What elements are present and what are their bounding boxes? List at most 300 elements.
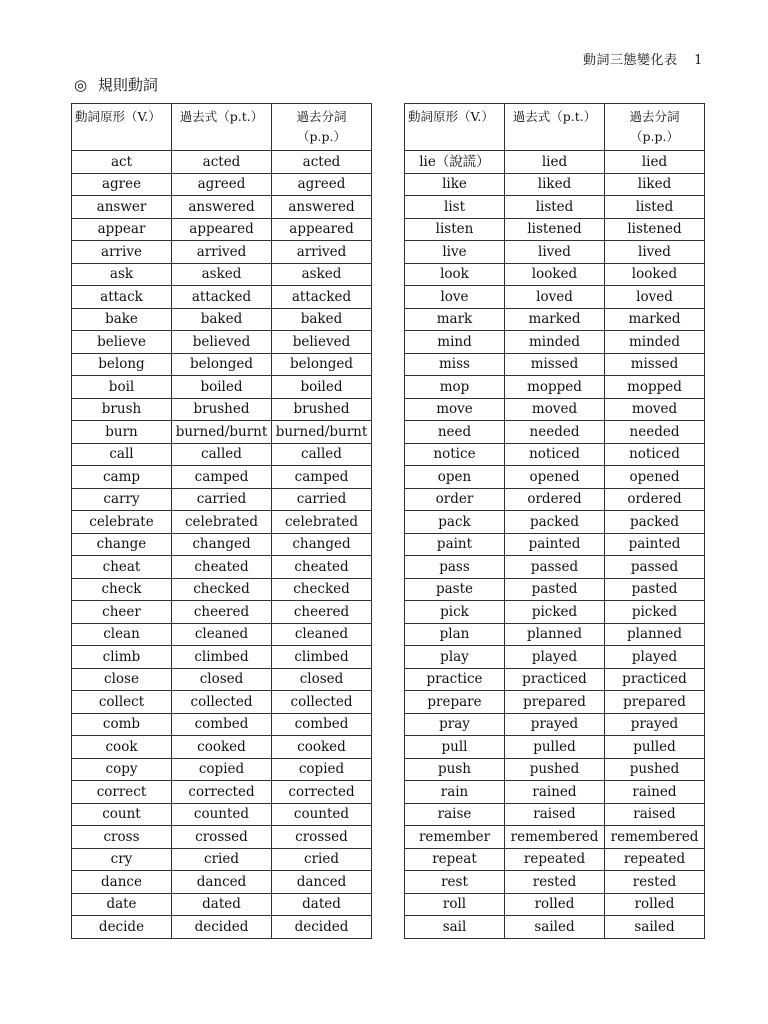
past-tense-cell: cried: [172, 848, 272, 871]
past-tense-cell: painted: [505, 533, 605, 556]
pp-header-line2: （p.p.）: [297, 129, 346, 144]
table-row: [72, 758, 372, 781]
past-tense-cell: arrived: [172, 241, 272, 264]
base-form-cell: pack: [405, 511, 505, 534]
column-header-past: 過去式（p.t.）: [505, 104, 605, 151]
past-participle-cell: ordered: [605, 488, 705, 511]
table-row: [405, 668, 705, 691]
table-row: [405, 691, 705, 714]
past-participle-cell: danced: [272, 871, 372, 894]
past-tense-cell: played: [505, 646, 605, 669]
table-row: [72, 916, 372, 939]
base-form-cell: date: [72, 893, 172, 916]
past-participle-cell: combed: [272, 713, 372, 736]
past-tense-cell: pasted: [505, 578, 605, 601]
past-tense-cell: copied: [172, 758, 272, 781]
base-form-cell: close: [72, 668, 172, 691]
past-participle-cell: liked: [605, 173, 705, 196]
table-row: [72, 623, 372, 646]
table-row: [405, 331, 705, 354]
past-tense-cell: agreed: [172, 173, 272, 196]
past-participle-cell: loved: [605, 286, 705, 309]
past-participle-cell: mopped: [605, 376, 705, 399]
past-tense-cell: cheered: [172, 601, 272, 624]
table-row: [405, 848, 705, 871]
past-participle-cell: packed: [605, 511, 705, 534]
table-row: [405, 578, 705, 601]
past-tense-cell: rained: [505, 781, 605, 804]
column-header-base: 動詞原形（V.）: [405, 104, 505, 151]
past-participle-cell: repeated: [605, 848, 705, 871]
page-header: [583, 49, 703, 68]
table-row: [405, 488, 705, 511]
table-row: [405, 421, 705, 444]
base-form-cell: call: [72, 443, 172, 466]
base-form-cell: miss: [405, 353, 505, 376]
past-participle-cell: believed: [272, 331, 372, 354]
base-form-cell: listen: [405, 218, 505, 241]
base-form-cell: live: [405, 241, 505, 264]
past-participle-cell: planned: [605, 623, 705, 646]
table-row: [405, 173, 705, 196]
past-participle-cell: pulled: [605, 736, 705, 759]
base-form-cell: play: [405, 646, 505, 669]
base-form-cell: pick: [405, 601, 505, 624]
past-tense-cell: remembered: [505, 826, 605, 849]
table-row: [405, 353, 705, 376]
past-participle-cell: pushed: [605, 758, 705, 781]
base-form-cell: cook: [72, 736, 172, 759]
past-participle-cell: decided: [272, 916, 372, 939]
table-row: [405, 218, 705, 241]
base-form-cell: rest: [405, 871, 505, 894]
base-form-cell: plan: [405, 623, 505, 646]
table-row: [405, 893, 705, 916]
past-tense-cell: decided: [172, 916, 272, 939]
table-row: [72, 241, 372, 264]
base-form-cell: prepare: [405, 691, 505, 714]
base-form-cell: appear: [72, 218, 172, 241]
past-tense-cell: ordered: [505, 488, 605, 511]
past-tense-cell: cooked: [172, 736, 272, 759]
base-form-cell: love: [405, 286, 505, 309]
column-header-past-participle: [272, 104, 372, 151]
past-participle-cell: remembered: [605, 826, 705, 849]
table-row: [405, 533, 705, 556]
past-tense-cell: listened: [505, 218, 605, 241]
base-form-cell: believe: [72, 331, 172, 354]
past-participle-cell: lied: [605, 151, 705, 174]
page-number: 1: [694, 53, 703, 68]
table-row: [405, 556, 705, 579]
table-row: [405, 601, 705, 624]
pp-header-line1: 過去分詞: [629, 109, 680, 124]
past-participle-cell: appeared: [272, 218, 372, 241]
past-tense-cell: pushed: [505, 758, 605, 781]
table-row: [405, 241, 705, 264]
table-row: [405, 736, 705, 759]
base-form-cell: notice: [405, 443, 505, 466]
past-tense-cell: rested: [505, 871, 605, 894]
past-participle-cell: listed: [605, 196, 705, 219]
base-form-cell: answer: [72, 196, 172, 219]
past-tense-cell: listed: [505, 196, 605, 219]
past-participle-cell: crossed: [272, 826, 372, 849]
past-tense-cell: belonged: [172, 353, 272, 376]
past-tense-cell: mopped: [505, 376, 605, 399]
table-row: [405, 376, 705, 399]
base-form-cell: climb: [72, 646, 172, 669]
past-participle-cell: belonged: [272, 353, 372, 376]
past-participle-cell: played: [605, 646, 705, 669]
base-form-cell: bake: [72, 308, 172, 331]
table-row: [405, 758, 705, 781]
past-participle-cell: cleaned: [272, 623, 372, 646]
past-tense-cell: noticed: [505, 443, 605, 466]
past-participle-cell: camped: [272, 466, 372, 489]
past-participle-cell: missed: [605, 353, 705, 376]
past-participle-cell: prayed: [605, 713, 705, 736]
table-row: [72, 421, 372, 444]
past-tense-cell: planned: [505, 623, 605, 646]
base-form-cell: boil: [72, 376, 172, 399]
past-participle-cell: listened: [605, 218, 705, 241]
past-participle-cell: corrected: [272, 781, 372, 804]
past-participle-cell: needed: [605, 421, 705, 444]
table-row: [72, 713, 372, 736]
past-participle-cell: closed: [272, 668, 372, 691]
base-form-cell: raise: [405, 803, 505, 826]
base-form-cell: brush: [72, 398, 172, 421]
table-row: [405, 196, 705, 219]
base-form-cell: clean: [72, 623, 172, 646]
past-tense-cell: opened: [505, 466, 605, 489]
past-tense-cell: answered: [172, 196, 272, 219]
table-row: [405, 826, 705, 849]
past-participle-cell: asked: [272, 263, 372, 286]
past-tense-cell: raised: [505, 803, 605, 826]
base-form-cell: list: [405, 196, 505, 219]
base-form-cell: look: [405, 263, 505, 286]
past-participle-cell: arrived: [272, 241, 372, 264]
past-participle-cell: baked: [272, 308, 372, 331]
base-form-cell: arrive: [72, 241, 172, 264]
table-row: [72, 196, 372, 219]
past-tense-cell: celebrated: [172, 511, 272, 534]
past-tense-cell: rolled: [505, 893, 605, 916]
base-form-cell: cross: [72, 826, 172, 849]
past-participle-cell: pasted: [605, 578, 705, 601]
base-form-cell: sail: [405, 916, 505, 939]
table-row: [72, 286, 372, 309]
base-form-cell: order: [405, 488, 505, 511]
table-row: [72, 556, 372, 579]
base-form-cell: need: [405, 421, 505, 444]
past-tense-cell: climbed: [172, 646, 272, 669]
table-row: [72, 871, 372, 894]
verb-table-right-body: [405, 151, 705, 939]
base-form-cell: pull: [405, 736, 505, 759]
past-tense-cell: prayed: [505, 713, 605, 736]
table-row: [72, 353, 372, 376]
column-header-base: 動詞原形（V.）: [72, 104, 172, 151]
past-participle-cell: dated: [272, 893, 372, 916]
section-heading: [74, 74, 158, 95]
past-participle-cell: celebrated: [272, 511, 372, 534]
past-tense-cell: called: [172, 443, 272, 466]
past-tense-cell: moved: [505, 398, 605, 421]
base-form-cell: lie（說謊）: [405, 151, 505, 174]
past-participle-cell: rolled: [605, 893, 705, 916]
base-form-cell: remember: [405, 826, 505, 849]
past-participle-cell: answered: [272, 196, 372, 219]
table-row: [72, 668, 372, 691]
table-row: [405, 443, 705, 466]
base-form-cell: comb: [72, 713, 172, 736]
past-participle-cell: cheated: [272, 556, 372, 579]
past-participle-cell: called: [272, 443, 372, 466]
base-form-cell: open: [405, 466, 505, 489]
base-form-cell: correct: [72, 781, 172, 804]
past-participle-cell: cheered: [272, 601, 372, 624]
past-tense-cell: packed: [505, 511, 605, 534]
base-form-cell: check: [72, 578, 172, 601]
table-row: [72, 848, 372, 871]
past-tense-cell: acted: [172, 151, 272, 174]
base-form-cell: rain: [405, 781, 505, 804]
double-circle-icon: ◎: [74, 76, 88, 94]
past-tense-cell: collected: [172, 691, 272, 714]
past-tense-cell: prepared: [505, 691, 605, 714]
table-row: [72, 308, 372, 331]
table-row: [72, 151, 372, 174]
past-participle-cell: climbed: [272, 646, 372, 669]
past-tense-cell: dated: [172, 893, 272, 916]
table-row: [72, 443, 372, 466]
base-form-cell: like: [405, 173, 505, 196]
base-form-cell: repeat: [405, 848, 505, 871]
base-form-cell: belong: [72, 353, 172, 376]
table-row: [72, 398, 372, 421]
table-row: [405, 466, 705, 489]
base-form-cell: pray: [405, 713, 505, 736]
past-tense-cell: checked: [172, 578, 272, 601]
table-header-row: [72, 104, 372, 151]
base-form-cell: camp: [72, 466, 172, 489]
table-row: [72, 218, 372, 241]
past-participle-cell: looked: [605, 263, 705, 286]
past-participle-cell: painted: [605, 533, 705, 556]
base-form-cell: roll: [405, 893, 505, 916]
table-row: [72, 803, 372, 826]
verb-table-left-body: [72, 151, 372, 939]
base-form-cell: act: [72, 151, 172, 174]
past-tense-cell: danced: [172, 871, 272, 894]
base-form-cell: collect: [72, 691, 172, 714]
column-header-past: 過去式（p.t.）: [172, 104, 272, 151]
table-row: [72, 466, 372, 489]
past-participle-cell: lived: [605, 241, 705, 264]
table-row: [72, 263, 372, 286]
past-participle-cell: rained: [605, 781, 705, 804]
past-tense-cell: believed: [172, 331, 272, 354]
table-row: [405, 151, 705, 174]
base-form-cell: paste: [405, 578, 505, 601]
past-tense-cell: camped: [172, 466, 272, 489]
table-row: [405, 803, 705, 826]
pp-header-line2: （p.p.）: [630, 129, 679, 144]
base-form-cell: cheer: [72, 601, 172, 624]
table-row: [405, 623, 705, 646]
past-tense-cell: combed: [172, 713, 272, 736]
past-participle-cell: boiled: [272, 376, 372, 399]
table-row: [72, 173, 372, 196]
past-participle-cell: copied: [272, 758, 372, 781]
base-form-cell: pass: [405, 556, 505, 579]
past-participle-cell: raised: [605, 803, 705, 826]
past-tense-cell: picked: [505, 601, 605, 624]
past-participle-cell: acted: [272, 151, 372, 174]
table-row: [405, 308, 705, 331]
past-tense-cell: brushed: [172, 398, 272, 421]
past-tense-cell: pulled: [505, 736, 605, 759]
past-participle-cell: practiced: [605, 668, 705, 691]
past-participle-cell: cooked: [272, 736, 372, 759]
past-tense-cell: appeared: [172, 218, 272, 241]
past-tense-cell: looked: [505, 263, 605, 286]
base-form-cell: carry: [72, 488, 172, 511]
past-participle-cell: cried: [272, 848, 372, 871]
base-form-cell: mop: [405, 376, 505, 399]
table-row: [72, 331, 372, 354]
base-form-cell: count: [72, 803, 172, 826]
column-header-past-participle: [605, 104, 705, 151]
past-participle-cell: rested: [605, 871, 705, 894]
base-form-cell: paint: [405, 533, 505, 556]
verb-table-left: [71, 103, 372, 939]
table-row: [72, 646, 372, 669]
past-tense-cell: attacked: [172, 286, 272, 309]
past-tense-cell: practiced: [505, 668, 605, 691]
table-row: [72, 826, 372, 849]
past-tense-cell: closed: [172, 668, 272, 691]
past-tense-cell: minded: [505, 331, 605, 354]
base-form-cell: ask: [72, 263, 172, 286]
table-row: [72, 601, 372, 624]
past-participle-cell: minded: [605, 331, 705, 354]
table-row: [72, 488, 372, 511]
past-tense-cell: lived: [505, 241, 605, 264]
past-participle-cell: carried: [272, 488, 372, 511]
past-tense-cell: marked: [505, 308, 605, 331]
past-participle-cell: sailed: [605, 916, 705, 939]
table-row: [405, 916, 705, 939]
base-form-cell: move: [405, 398, 505, 421]
past-participle-cell: checked: [272, 578, 372, 601]
past-participle-cell: burned/burnt: [272, 421, 372, 444]
table-row: [405, 398, 705, 421]
past-participle-cell: attacked: [272, 286, 372, 309]
base-form-cell: change: [72, 533, 172, 556]
table-header-row: [405, 104, 705, 151]
past-participle-cell: noticed: [605, 443, 705, 466]
past-tense-cell: burned/burnt: [172, 421, 272, 444]
past-tense-cell: baked: [172, 308, 272, 331]
base-form-cell: dance: [72, 871, 172, 894]
past-tense-cell: lied: [505, 151, 605, 174]
document-title: 動詞三態變化表: [583, 53, 678, 68]
past-tense-cell: changed: [172, 533, 272, 556]
base-form-cell: agree: [72, 173, 172, 196]
past-tense-cell: sailed: [505, 916, 605, 939]
table-row: [405, 713, 705, 736]
pp-header-line1: 過去分詞: [296, 109, 347, 124]
past-participle-cell: prepared: [605, 691, 705, 714]
base-form-cell: cry: [72, 848, 172, 871]
past-tense-cell: needed: [505, 421, 605, 444]
table-row: [72, 511, 372, 534]
base-form-cell: celebrate: [72, 511, 172, 534]
past-tense-cell: liked: [505, 173, 605, 196]
table-row: [72, 691, 372, 714]
base-form-cell: attack: [72, 286, 172, 309]
past-participle-cell: marked: [605, 308, 705, 331]
past-tense-cell: repeated: [505, 848, 605, 871]
past-tense-cell: corrected: [172, 781, 272, 804]
past-tense-cell: cheated: [172, 556, 272, 579]
table-row: [405, 781, 705, 804]
past-tense-cell: asked: [172, 263, 272, 286]
table-row: [405, 263, 705, 286]
table-row: [72, 376, 372, 399]
past-participle-cell: changed: [272, 533, 372, 556]
base-form-cell: mind: [405, 331, 505, 354]
past-participle-cell: moved: [605, 398, 705, 421]
verb-table-right: [404, 103, 705, 939]
table-row: [72, 736, 372, 759]
past-participle-cell: counted: [272, 803, 372, 826]
base-form-cell: cheat: [72, 556, 172, 579]
table-row: [405, 646, 705, 669]
past-participle-cell: opened: [605, 466, 705, 489]
base-form-cell: decide: [72, 916, 172, 939]
past-tense-cell: counted: [172, 803, 272, 826]
past-participle-cell: collected: [272, 691, 372, 714]
past-tense-cell: carried: [172, 488, 272, 511]
past-participle-cell: picked: [605, 601, 705, 624]
section-title: 規則動詞: [97, 76, 158, 94]
table-row: [405, 511, 705, 534]
table-row: [72, 533, 372, 556]
table-row: [405, 871, 705, 894]
base-form-cell: push: [405, 758, 505, 781]
table-row: [72, 578, 372, 601]
past-tense-cell: cleaned: [172, 623, 272, 646]
past-tense-cell: loved: [505, 286, 605, 309]
base-form-cell: practice: [405, 668, 505, 691]
past-tense-cell: boiled: [172, 376, 272, 399]
base-form-cell: mark: [405, 308, 505, 331]
past-tense-cell: passed: [505, 556, 605, 579]
table-row: [72, 781, 372, 804]
table-row: [405, 286, 705, 309]
table-row: [72, 893, 372, 916]
base-form-cell: copy: [72, 758, 172, 781]
past-tense-cell: crossed: [172, 826, 272, 849]
base-form-cell: burn: [72, 421, 172, 444]
past-tense-cell: missed: [505, 353, 605, 376]
past-participle-cell: passed: [605, 556, 705, 579]
